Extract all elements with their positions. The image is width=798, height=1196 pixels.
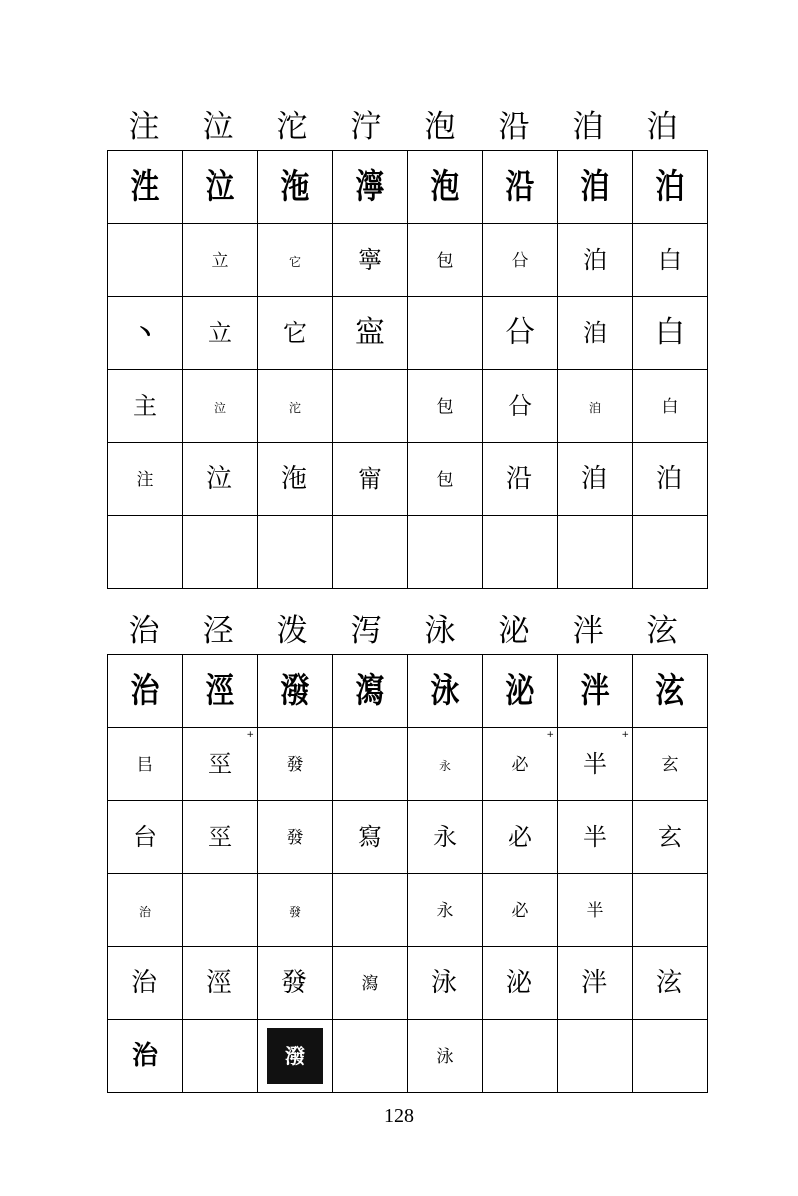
glyph-variant: 半 xyxy=(583,750,607,778)
glyph-variant: 寫 xyxy=(358,823,382,851)
column-header: 泾 xyxy=(202,613,234,649)
glyph-variant: 永 xyxy=(433,823,457,851)
glyph-cell xyxy=(333,874,408,947)
glyph-variant: 泮 xyxy=(580,968,609,998)
column-header: 泡 xyxy=(424,109,456,145)
glyph-cell xyxy=(408,1020,483,1093)
glyph-variant: 泊 xyxy=(655,464,684,494)
glyph-cell xyxy=(558,655,633,728)
glyph-variant: 泣 xyxy=(213,400,226,415)
glyph-variant: 甯 xyxy=(358,465,382,493)
glyph-cell xyxy=(333,516,408,589)
glyph-variant: 治 xyxy=(130,671,160,711)
glyph-cell xyxy=(183,947,258,1020)
plus-marker: + xyxy=(546,730,554,740)
glyph-cell xyxy=(408,801,483,874)
glyph-cell xyxy=(183,443,258,516)
glyph-cell xyxy=(633,443,708,516)
glyph-cell xyxy=(258,947,333,1020)
glyph-variant: 台 xyxy=(133,823,157,851)
glyph-variant: 治 xyxy=(130,968,159,998)
header-row xyxy=(107,608,699,654)
glyph-variant: 㕣 xyxy=(511,250,529,271)
glyph-variant: 涇 xyxy=(205,671,235,711)
glyph-variant: 注 xyxy=(136,469,154,490)
glyph-cell xyxy=(558,947,633,1020)
glyph-cell xyxy=(258,1020,333,1093)
glyph-cell xyxy=(633,1020,708,1093)
table-row xyxy=(108,947,708,1020)
glyph-cell xyxy=(483,655,558,728)
glyph-cell xyxy=(483,728,558,801)
glyph-cell xyxy=(483,801,558,874)
glyph-cell xyxy=(183,297,258,370)
column-header: 泳 xyxy=(424,613,456,649)
glyph-cell xyxy=(483,443,558,516)
glyph-cell xyxy=(108,874,183,947)
glyph-cell xyxy=(258,801,333,874)
glyph-cell xyxy=(633,947,708,1020)
glyph-cell xyxy=(183,151,258,224)
glyph-cell xyxy=(558,224,633,297)
glyph-cell xyxy=(633,728,708,801)
table-row xyxy=(108,655,708,728)
glyph-cell xyxy=(408,947,483,1020)
glyph-variant: 半 xyxy=(586,900,604,921)
glyph-variant: 丶 xyxy=(133,318,157,347)
glyph-cell xyxy=(483,1020,558,1093)
glyph-cell xyxy=(633,801,708,874)
glyph-variant: 沲 xyxy=(280,167,310,207)
glyph-cell xyxy=(408,655,483,728)
glyph-variant: 泌 xyxy=(505,968,534,998)
glyph-cell xyxy=(258,224,333,297)
glyph-cell xyxy=(183,224,258,297)
glyph-cell xyxy=(108,801,183,874)
glyph-variant: 永 xyxy=(436,900,454,921)
glyph-cell xyxy=(633,151,708,224)
glyph-cell xyxy=(633,655,708,728)
glyph-cell xyxy=(633,874,708,947)
table-row xyxy=(108,443,708,516)
glyph-cell xyxy=(183,516,258,589)
glyph-cell xyxy=(183,370,258,443)
glyph-cell xyxy=(333,655,408,728)
glyph-variant: 泊 xyxy=(583,246,607,274)
glyph-cell xyxy=(183,874,258,947)
glyph-variant: 沿 xyxy=(505,167,535,207)
column-header: 治 xyxy=(128,613,160,649)
glyph-cell xyxy=(333,370,408,443)
glyph-variant: 泮 xyxy=(580,671,610,711)
glyph-grid xyxy=(107,654,708,1093)
glyph-variant: 白 xyxy=(658,246,682,274)
column-header: 泞 xyxy=(350,109,382,145)
table-row xyxy=(108,370,708,443)
glyph-cell xyxy=(258,655,333,728)
column-header: 泻 xyxy=(350,613,382,649)
glyph-variant: 發 xyxy=(286,827,304,848)
glyph-cell xyxy=(483,516,558,589)
glyph-variant: 㕣 xyxy=(508,392,532,420)
glyph-cell xyxy=(258,297,333,370)
glyph-cell xyxy=(558,443,633,516)
glyph-variant: 瀉 xyxy=(355,671,385,711)
glyph-cell xyxy=(258,151,333,224)
column-header: 泌 xyxy=(498,613,530,649)
glyph-variant: 治 xyxy=(138,904,151,919)
table-row xyxy=(108,297,708,370)
glyph-variant: 立 xyxy=(208,319,232,347)
glyph-cell xyxy=(108,224,183,297)
table-row xyxy=(108,516,708,589)
glyph-variant: 洎 xyxy=(580,167,610,207)
table-row xyxy=(108,1020,708,1093)
glyph-cell xyxy=(183,801,258,874)
glyph-variant: 瀉 xyxy=(361,973,379,994)
glyph-variant: 半 xyxy=(583,823,607,851)
glyph-cell xyxy=(258,874,333,947)
glyph-cell xyxy=(558,801,633,874)
glyph-cell xyxy=(483,297,558,370)
glyph-variant: 泣 xyxy=(205,464,234,494)
glyph-cell xyxy=(183,1020,258,1093)
glyph-variant: 涇 xyxy=(205,968,234,998)
table-row xyxy=(108,728,708,801)
glyph-cell xyxy=(108,947,183,1020)
glyph-variant: 沿 xyxy=(505,464,534,494)
character-table-1 xyxy=(107,104,699,589)
glyph-cell xyxy=(483,874,558,947)
glyph-cell xyxy=(558,297,633,370)
glyph-cell xyxy=(183,655,258,728)
glyph-cell xyxy=(333,801,408,874)
glyph-variant: 巠 xyxy=(208,823,232,851)
glyph-cell xyxy=(333,443,408,516)
glyph-cell xyxy=(483,370,558,443)
glyph-variant: 寧 xyxy=(358,246,382,274)
glyph-variant: 治 xyxy=(131,1041,158,1071)
glyph-cell xyxy=(558,1020,633,1093)
glyph-cell xyxy=(558,370,633,443)
glyph-variant: 包 xyxy=(436,469,454,490)
glyph-cell xyxy=(558,728,633,801)
plus-marker: + xyxy=(621,730,629,740)
column-header: 泫 xyxy=(646,613,678,649)
glyph-variant: 泌 xyxy=(505,671,535,711)
glyph-variant: 白 xyxy=(661,396,679,417)
glyph-cell xyxy=(408,370,483,443)
glyph-cell xyxy=(183,728,258,801)
glyph-variant: 㕣 xyxy=(505,315,535,350)
column-header: 洎 xyxy=(572,109,604,145)
glyph-variant: 白 xyxy=(655,315,685,350)
column-header: 泼 xyxy=(276,613,308,649)
column-header: 泮 xyxy=(572,613,604,649)
glyph-variant: 泳 xyxy=(430,671,460,711)
glyph-variant: 永 xyxy=(438,758,451,773)
glyph-cell xyxy=(333,728,408,801)
glyph-variant: 濘 xyxy=(355,167,385,207)
glyph-variant: 泫 xyxy=(655,671,685,711)
glyph-cell xyxy=(408,443,483,516)
glyph-cell xyxy=(333,947,408,1020)
glyph-variant: 㠯 xyxy=(136,754,154,775)
glyph-variant: 玄 xyxy=(661,754,679,775)
glyph-cell xyxy=(408,728,483,801)
glyph-variant: 泣 xyxy=(205,167,235,207)
glyph-cell xyxy=(108,151,183,224)
glyph-variant: 主 xyxy=(133,392,157,420)
header-row xyxy=(107,104,699,150)
glyph-cell xyxy=(258,516,333,589)
table-row xyxy=(108,224,708,297)
glyph-cell xyxy=(108,516,183,589)
glyph-variant: 泊 xyxy=(655,167,685,207)
glyph-variant: 洎 xyxy=(583,319,607,347)
glyph-cell xyxy=(633,370,708,443)
glyph-variant: 沲 xyxy=(280,464,309,494)
glyph-cell xyxy=(558,151,633,224)
glyph-cell xyxy=(483,151,558,224)
glyph-variant: 玄 xyxy=(658,823,682,851)
glyph-cell xyxy=(258,443,333,516)
glyph-cell xyxy=(633,224,708,297)
glyph-variant: 立 xyxy=(211,250,229,271)
glyph-variant: 發 xyxy=(286,754,304,775)
glyph-cell xyxy=(558,516,633,589)
glyph-cell xyxy=(333,297,408,370)
column-header: 沿 xyxy=(498,109,530,145)
glyph-variant: 必 xyxy=(508,823,532,851)
glyph-variant: 潑 xyxy=(280,671,310,711)
glyph-cell xyxy=(108,655,183,728)
column-header: 注 xyxy=(128,109,160,145)
column-header: 沱 xyxy=(276,109,308,145)
glyph-cell xyxy=(333,224,408,297)
glyph-variant: 泳 xyxy=(430,968,459,998)
table-row xyxy=(108,151,708,224)
glyph-cell xyxy=(108,297,183,370)
glyph-variant: 泡 xyxy=(430,167,460,207)
column-header: 泊 xyxy=(646,109,678,145)
glyph-variant: 寍 xyxy=(355,315,385,350)
glyph-cell xyxy=(408,874,483,947)
page-number: 128 xyxy=(384,1105,414,1127)
glyph-cell xyxy=(108,443,183,516)
glyph-variant: 發 xyxy=(280,968,309,998)
glyph-cell xyxy=(408,151,483,224)
glyph-cell xyxy=(333,151,408,224)
glyph-variant: 包 xyxy=(436,396,454,417)
glyph-cell xyxy=(333,1020,408,1093)
column-header: 泣 xyxy=(202,109,234,145)
glyph-variant: 它 xyxy=(283,319,307,347)
table-row xyxy=(108,874,708,947)
glyph-variant: 潑 xyxy=(267,1028,323,1084)
glyph-variant: 沱 xyxy=(288,400,301,415)
glyph-grid xyxy=(107,150,708,589)
glyph-cell xyxy=(108,728,183,801)
glyph-variant: 發 xyxy=(288,904,301,919)
glyph-cell xyxy=(408,516,483,589)
glyph-cell xyxy=(558,874,633,947)
glyph-variant: 巠 xyxy=(208,750,232,778)
glyph-cell xyxy=(483,224,558,297)
glyph-cell xyxy=(108,1020,183,1093)
glyph-cell xyxy=(633,297,708,370)
glyph-variant: 必 xyxy=(511,754,529,775)
glyph-variant: 洎 xyxy=(588,400,601,415)
plus-marker: + xyxy=(246,730,254,740)
character-table-2 xyxy=(107,608,699,1093)
glyph-variant: 它 xyxy=(288,254,301,269)
glyph-cell xyxy=(408,297,483,370)
glyph-variant: 泳 xyxy=(436,1046,454,1067)
glyph-variant: 泫 xyxy=(655,968,684,998)
glyph-cell xyxy=(408,224,483,297)
glyph-variant: 洎 xyxy=(580,464,609,494)
table-row xyxy=(108,801,708,874)
glyph-cell xyxy=(258,728,333,801)
glyph-variant: 泩 xyxy=(130,167,160,207)
glyph-cell xyxy=(633,516,708,589)
glyph-cell xyxy=(483,947,558,1020)
glyph-cell xyxy=(258,370,333,443)
glyph-cell xyxy=(108,370,183,443)
glyph-variant: 包 xyxy=(436,250,454,271)
glyph-variant: 必 xyxy=(511,900,529,921)
